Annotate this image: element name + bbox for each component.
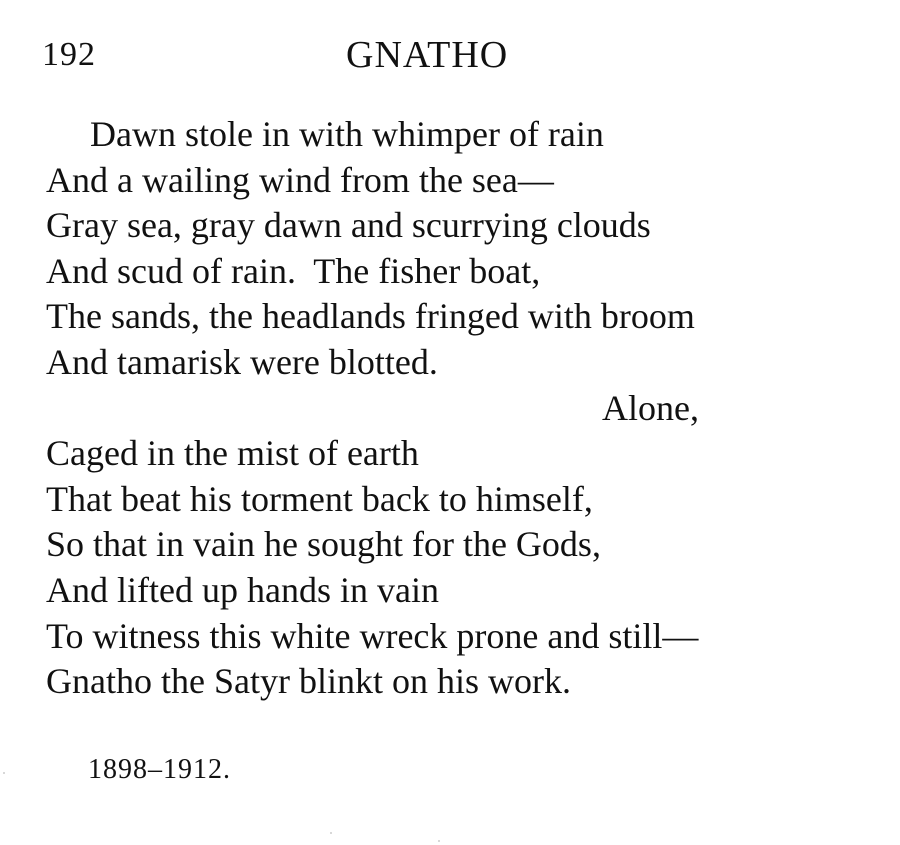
poem-line: And scud of rain. The fisher boat, <box>46 250 541 291</box>
running-title: GNATHO <box>346 34 509 76</box>
scan-speck <box>438 840 440 842</box>
poem-line: To witness this white wreck prone and still— <box>46 615 699 656</box>
poem-line: Dawn stole in with whimper of rain <box>90 114 604 154</box>
poem-line: Gray sea, gray dawn and scurrying clouds <box>46 205 651 246</box>
composition-date: 1898–1912. <box>88 754 231 785</box>
poem-line: That beat his torment back to himself, <box>46 478 593 519</box>
poem-line: And tamarisk were blotted. <box>46 341 438 382</box>
poem-line: Alone, <box>602 387 699 428</box>
poem-line: So that in vain he sought for the Gods, <box>46 524 601 565</box>
poem-line: Caged in the mist of earth <box>46 433 419 474</box>
scan-speck <box>330 832 332 834</box>
poem-line: The sands, the headlands fringed with broom <box>46 296 695 337</box>
poem-line: And a wailing wind from the sea— <box>46 159 554 200</box>
page-number: 192 <box>42 36 96 73</box>
poem-body <box>46 112 876 705</box>
poem-line: Gnatho the Satyr blinkt on his work. <box>46 661 571 702</box>
scan-speck <box>3 772 5 774</box>
poem-line: And lifted up hands in vain <box>46 569 439 610</box>
